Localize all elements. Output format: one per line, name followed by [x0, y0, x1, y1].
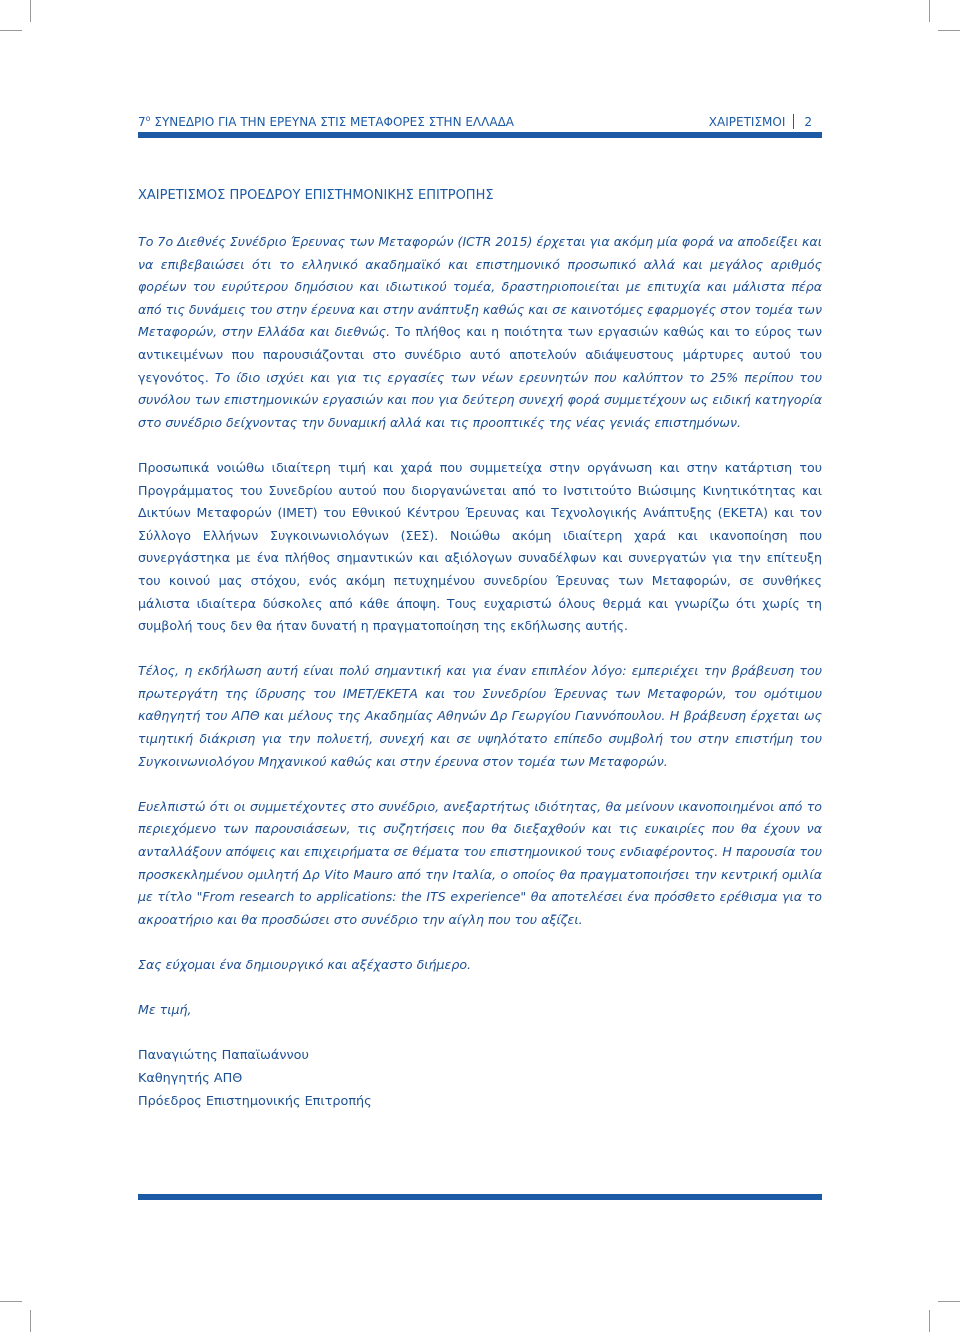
crop-mark — [938, 30, 960, 31]
crop-mark — [0, 30, 22, 31]
crop-mark — [929, 0, 930, 22]
header-divider — [793, 114, 794, 129]
paragraph-5: Σας εύχομαι ένα δημιουργικό και αξέχαστο διήμερο. — [138, 957, 472, 972]
header-rule — [138, 132, 822, 138]
letter-body — [138, 231, 822, 1113]
signature-role: Καθηγητής ΑΠΘ — [138, 1071, 243, 1087]
paragraph-4: Ευελπιστώ ότι οι συμμετέχοντες στο συνέδριο, ανεξαρτήτως ιδιότητας, θα μείνουν ικανοποιημένοι από το περιεχόμενο των παρουσιάσεων, τις συζητήσεις που θα διεξαχθούν και τις ευκαιρίες που θα έχουν να ανταλλάξουν απόψεις και επιχειρήματα σε θέματα του επιστημονικού τους ενδιαφέροντος. Η παρουσία του προσκεκλημένου ομιλητή Δρ Vito Mauro από την Ιταλία, ο οποίος θα πραγματοποιήσει την κεντρική ομιλία με τίτλο "From research to applications: the ITS experience" θα αποτελέσει ένα πρόσθετο ερέθισμα για το ακροατήριο και θα προσδώσει στο συνέδριο την αίγλη που του αξίζει. — [138, 798, 822, 927]
closing: Με τιμή, — [138, 1002, 192, 1018]
paragraph-3: Τέλος, η εκδήλωση αυτή είναι πολύ σημαντική και για έναν επιπλέον λόγο: εμπεριέχει την βράβευση του πρωτεργάτη της ίδρυσης του ΙΜΕΤ/ΕΚΕΤΑ και του Συνεδρίου Έρευνας των Μεταφορών, του ομότιμου καθηγητή του ΑΠΘ και μέλους της Ακαδημίας Αθηνών Δρ Γεωργίου Γιαννόπουλου. Η βράβευση έρχεται ως τιμητική διάκριση για την πολυετή, συνεχή και σε υψηλότατο επίπεδο συμβολή του στην επιστήμη του Συγκοινωνιολόγου Μηχανικού καθώς και στην έρευνα στον τομέα των Μεταφορών. — [138, 663, 822, 769]
page-number: 2 — [804, 115, 812, 129]
signature-name: Παναγιώτης Παπαϊωάννου — [138, 1048, 309, 1064]
signature-position: Πρόεδρος Επιστημονικής Επιτροπής — [138, 1094, 372, 1110]
crop-mark — [0, 1301, 22, 1302]
section-label: ΧΑΙΡΕΤΙΣΜΟΙ 2 — [708, 115, 812, 129]
crop-mark — [30, 0, 31, 22]
running-header — [138, 112, 822, 132]
signature-block — [138, 1044, 822, 1113]
crop-mark — [938, 1301, 960, 1302]
footer-rule — [138, 1194, 822, 1200]
paragraph-1: Το 7ο Διεθνές Συνέδριο Έρευνας των Μεταφορών (ICTR 2015) έρχεται για ακόμη μία φορά να αποδείξει και να επιβεβαιώσει ότι το ελληνικό ακαδημαϊκό και επιστημονικό προσωπικό αλλά και μεγάλος αριθμός φορέων του ευρύτερου δημόσιου και ιδιωτικού τομέα, δραστηριοποιείται με επιτυχία και μάλιστα πέρα από τις δυνάμεις του στην έρευνα και στην ανάπτυξη καθώς και σε καινοτόμες εφαρμογές στον τομέα των Μεταφορών, στην Ελλάδα και διεθνώς. Το πλήθος και η ποιότητα των εργασιών καθώς και το εύρος των αντικειμένων που παρουσιάζονται στο συνέδριο αυτό αποτελούν αδιάψευστους μάρτυρες αυτού του γεγονότος. Το ίδιο ισχύει και για τις εργασίες των νέων ερευνητών που καλύπτον το 25% περίπου του συνόλου των επιστημονικών εργασιών και που για δεύτερη συνεχή φορά συμμετέχουν ως ειδική κατηγορία στο συνέδριο δείχνοντας την δυναμική αλλά και τις προοπτικές της νέας γενιάς επιστημόνων. — [138, 234, 822, 430]
crop-mark — [30, 1310, 31, 1332]
conference-title: $7^o$ ΣΥΝΕΔΡΙΟ ΓΙΑ ΤΗΝ ΕΡΕΥΝΑ ΣΤΙΣ ΜΕΤΑΦΟΡΕΣ ΣΤΗΝ ΕΛΛΑΔΑ — [138, 114, 514, 129]
paragraph-2: Προσωπικά νοιώθω ιδιαίτερη τιμή και χαρά που συμμετείχα στην οργάνωση και στην κατάρτιση του Προγράμματος του Συνεδρίου αυτού που διοργανώνεται από το Ινστιτούτο Βιώσιμης Κινητικότητας και Δικτύων Μεταφορών (ΙΜΕΤ) του Εθνικού Κέντρου Έρευνας και Τεχνολογικής Ανάπτυξης (ΕΚΕΤΑ) και τον Σύλλογο Ελλήνων Συγκοινωνιολόγων (ΣΕΣ). Νοιώθω ακόμη ιδιαίτερη χαρά και ικανοποίηση που συνεργάστηκα με ένα πλήθος σημαντικών και αξιόλογων συναδέλφων και συνεργατών για την επίτευξη του κοινού μας στόχου, ενός ακόμη πετυχημένου συνεδρίου Έρευνας των Μεταφορών, σε συνθήκες μάλιστα ιδιαίτερα δύσκολες από κάθε άποψη. Τους ευχαριστώ όλους θερμά και γνωρίζω ότι χωρίς τη συμβολή τους δεν θα ήταν δυνατή η πραγματοποίηση της εκδήλωσης αυτής. — [138, 459, 822, 634]
crop-mark — [929, 1310, 930, 1332]
page-title: ΧΑΙΡΕΤΙΣΜΟΣ ΠΡΟΕΔΡΟΥ ΕΠΙΣΤΗΜΟΝΙΚΗΣ ΕΠΙΤΡΟΠΗΣ — [138, 188, 494, 203]
